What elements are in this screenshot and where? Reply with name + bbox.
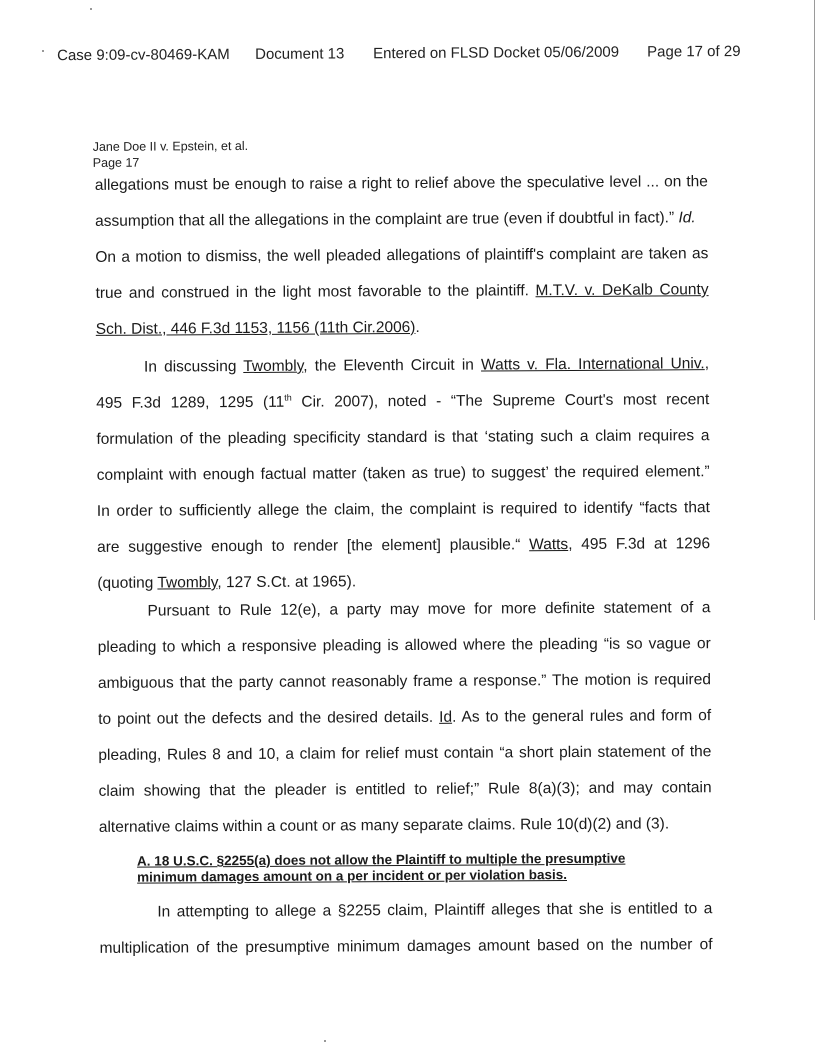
- text-span: , the Eleventh Circuit in: [303, 356, 474, 375]
- text-span: to point out the defects and the desired details.: [98, 708, 434, 728]
- text-line: [144, 355, 709, 376]
- citation-twombly: Twombly: [243, 357, 304, 376]
- text-span: pleading to which a responsive pleading is allowed where the pleading “is so vague or: [97, 635, 711, 656]
- text-line: [98, 707, 711, 729]
- paragraph-1: [94, 173, 709, 338]
- text-line: [97, 571, 710, 593]
- text-span: allegations must be enough to raise a right to relief above the speculative level ... on the: [94, 173, 708, 194]
- text-line: [97, 499, 710, 521]
- text-line: [96, 317, 709, 339]
- text-span: , 495 F.3d at 1296: [568, 535, 711, 554]
- citation-id: Id.: [678, 209, 696, 227]
- citation-watts: Watts v. Fla. International Univ.: [480, 355, 705, 374]
- text-span: In order to sufficiently allege the claim, the complaint is required to identify “facts that: [96, 499, 710, 520]
- text-span: In attempting to allege a §2255 claim, Plaintiff alleges that she is entitled to a: [157, 900, 713, 921]
- text-span: ,: [704, 355, 710, 373]
- header-document-number: Document 13: [255, 45, 345, 63]
- text-span: .: [415, 318, 420, 336]
- text-span: formulation of the pleading specificity standard is that ‘stating such a claim requires a: [96, 427, 710, 448]
- caption-page: Page 17: [92, 155, 140, 170]
- text-line: [96, 281, 709, 303]
- text-span: , 127 S.Ct. at 1965).: [217, 573, 357, 592]
- header-case-number: Case 9:09-cv-80469-KAM: [57, 46, 230, 65]
- scan-edge-line: [814, 0, 815, 620]
- citation-id: Id: [439, 708, 453, 726]
- text-span: true and construed in the light most favorable to the plaintiff.: [95, 282, 529, 302]
- text-span: Cir. 2007), noted - “The Supreme Court's most recent: [291, 391, 710, 411]
- text-span: Pursuant to Rule 12(e), a party may move for more definite statement of a: [147, 599, 711, 620]
- text-line: [99, 815, 712, 837]
- text-line: [95, 245, 708, 267]
- text-line: [95, 173, 708, 195]
- text-span: . As to the general rules and form of: [451, 707, 712, 726]
- text-line: [96, 427, 709, 449]
- section-heading: [137, 851, 626, 886]
- text-span: are suggestive enough to render [the element] plausible.“: [97, 536, 521, 556]
- paragraph-4: [99, 900, 713, 957]
- text-line: [98, 671, 711, 693]
- text-line: [98, 635, 711, 657]
- citation-mtv-cont: Sch. Dist., 446 F.3d 1153, 1156 (11th Cir.2006): [95, 318, 416, 338]
- scan-speck: [324, 1040, 326, 1042]
- text-span: (quoting: [97, 574, 154, 592]
- scan-speck: [90, 8, 92, 10]
- text-span: In discussing: [143, 358, 237, 376]
- heading-line-1: A. 18 U.S.C. §2255(a) does not allow the Plaintiff to multiple the presumptive: [136, 850, 626, 869]
- text-line: [97, 463, 710, 485]
- text-line: [96, 391, 709, 413]
- text-span: On a motion to dismiss, the well pleaded allegations of plaintiff's complaint are taken as: [95, 245, 709, 266]
- text-line: [97, 535, 710, 557]
- text-line: [98, 743, 711, 765]
- text-span: alternative claims within a count or as many separate claims. Rule 10(d)(2) and (3).: [98, 815, 670, 836]
- text-span: claim showing that the pleader is entitled to relief;” Rule 8(a)(3); and may contain: [98, 779, 712, 800]
- text-line: [157, 900, 712, 921]
- paragraph-3: [97, 599, 712, 836]
- text-span: 495 F.3d 1289, 1295 (11: [96, 393, 285, 412]
- text-line: [100, 936, 713, 958]
- text-span: pleading, Rules 8 and 10, a claim for relief must contain “a short plain statement of the: [98, 743, 712, 764]
- citation-twombly-short: Twombly: [157, 574, 218, 592]
- text-span: complaint with enough factual matter (taken as true) to suggest’ the required element.”: [96, 463, 710, 484]
- text-line: [99, 779, 712, 801]
- citation-watts-short: Watts: [529, 536, 569, 554]
- caption-title: Jane Doe II v. Epstein, et al.: [92, 138, 249, 154]
- superscript: th: [284, 392, 292, 403]
- text-span: assumption that all the allegations in the complaint are true (even if doubtful in fact).”: [95, 209, 675, 230]
- text-span: multiplication of the presumptive minimum damages amount based on the number of: [99, 936, 713, 957]
- text-line: [95, 209, 708, 231]
- header-entered-date: Entered on FLSD Docket 05/06/2009: [373, 43, 620, 63]
- scan-speck: [42, 50, 44, 52]
- header-page-number: Page 17 of 29: [647, 42, 741, 61]
- heading-line-2: minimum damages amount on a per incident or per violation basis.: [137, 867, 568, 885]
- citation-mtv: M.T.V. v. DeKalb County: [535, 281, 709, 300]
- paragraph-2: [96, 355, 711, 592]
- text-span: ambiguous that the party cannot reasonably frame a response.” The motion is required: [97, 671, 711, 692]
- text-line: [147, 599, 710, 620]
- case-caption: [93, 138, 249, 171]
